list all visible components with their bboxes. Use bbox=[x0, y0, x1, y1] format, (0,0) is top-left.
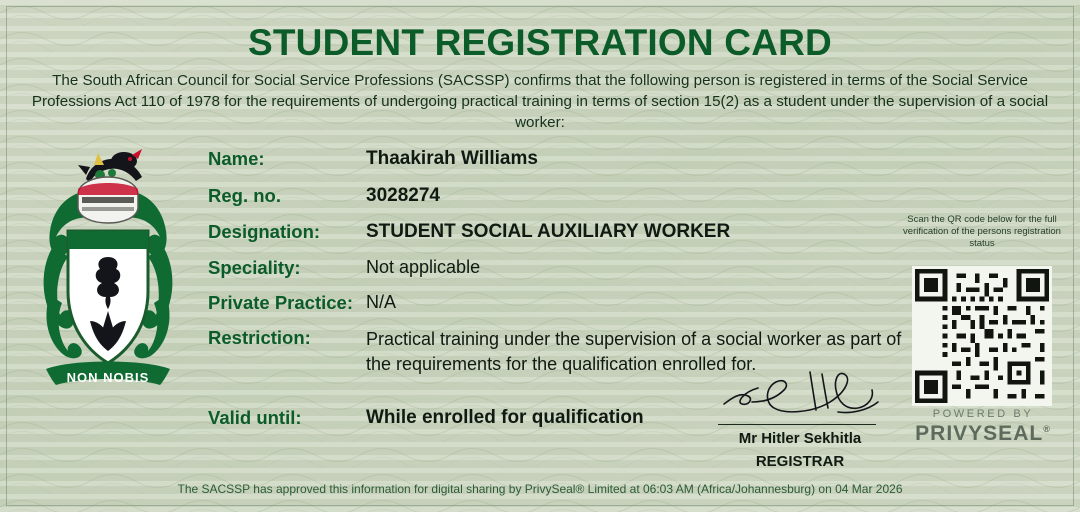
page-title: STUDENT REGISTRATION CARD bbox=[248, 22, 832, 63]
approval-footer: The SACSSP has approved this information for digital sharing by PrivySeal® Limited at 06:03 AM (Africa/Johannesburg) on 04 Mar 2026 bbox=[177, 482, 903, 496]
field-designation-value: STUDENT SOCIAL AUXILIARY WORKER bbox=[366, 221, 731, 242]
field-valid-until-label: Valid until: bbox=[208, 407, 302, 428]
registrar-role: REGISTRAR bbox=[755, 453, 845, 470]
crest-motto-text: NON NOBIS bbox=[66, 370, 150, 385]
field-valid-until-value: While enrolled for qualification bbox=[366, 407, 644, 428]
qr-code[interactable] bbox=[912, 266, 1052, 406]
field-private-practice-value: N/A bbox=[366, 292, 397, 312]
field-restriction-label: Restriction: bbox=[208, 327, 311, 348]
intro-paragraph: The South African Council for Social Service Professions (SACSSP) confirms that the following person is registered in terms of the Social Service Professions Act 110 of 1978 for the requirements of undergoing practical training in terms of section 15(2) as a student under the supervision of a social worker: bbox=[31, 72, 1049, 131]
coat-of-arms-icon bbox=[24, 145, 192, 405]
field-restriction-value: Practical training under the supervision of a social worker as part of the requirements for the qualification enrolled for. bbox=[366, 329, 902, 374]
qr-instruction-text: Scan the QR code below for the full verification of the persons registration status bbox=[903, 214, 1061, 249]
field-registration-number-value: 3028274 bbox=[366, 185, 440, 206]
field-name-label: Name: bbox=[208, 148, 265, 169]
registered-mark-icon: ® bbox=[1043, 424, 1051, 434]
privyseal-brand-text: PRIVYSEAL bbox=[915, 422, 1044, 445]
field-registration-number-label: Reg. no. bbox=[208, 185, 281, 206]
registrar-name: Mr Hitler Sekhitla bbox=[738, 430, 862, 447]
privyseal-brand bbox=[906, 422, 1060, 446]
signature-line bbox=[718, 424, 876, 425]
field-speciality-value: Not applicable bbox=[366, 257, 481, 277]
field-name-value: Thaakirah Williams bbox=[366, 148, 538, 169]
field-speciality-label: Speciality: bbox=[208, 257, 301, 278]
field-designation-label: Designation: bbox=[208, 221, 321, 242]
registrar-signature bbox=[718, 368, 898, 416]
field-private-practice-label: Private Practice: bbox=[208, 292, 354, 313]
powered-by-label: POWERED BY bbox=[932, 408, 1034, 420]
